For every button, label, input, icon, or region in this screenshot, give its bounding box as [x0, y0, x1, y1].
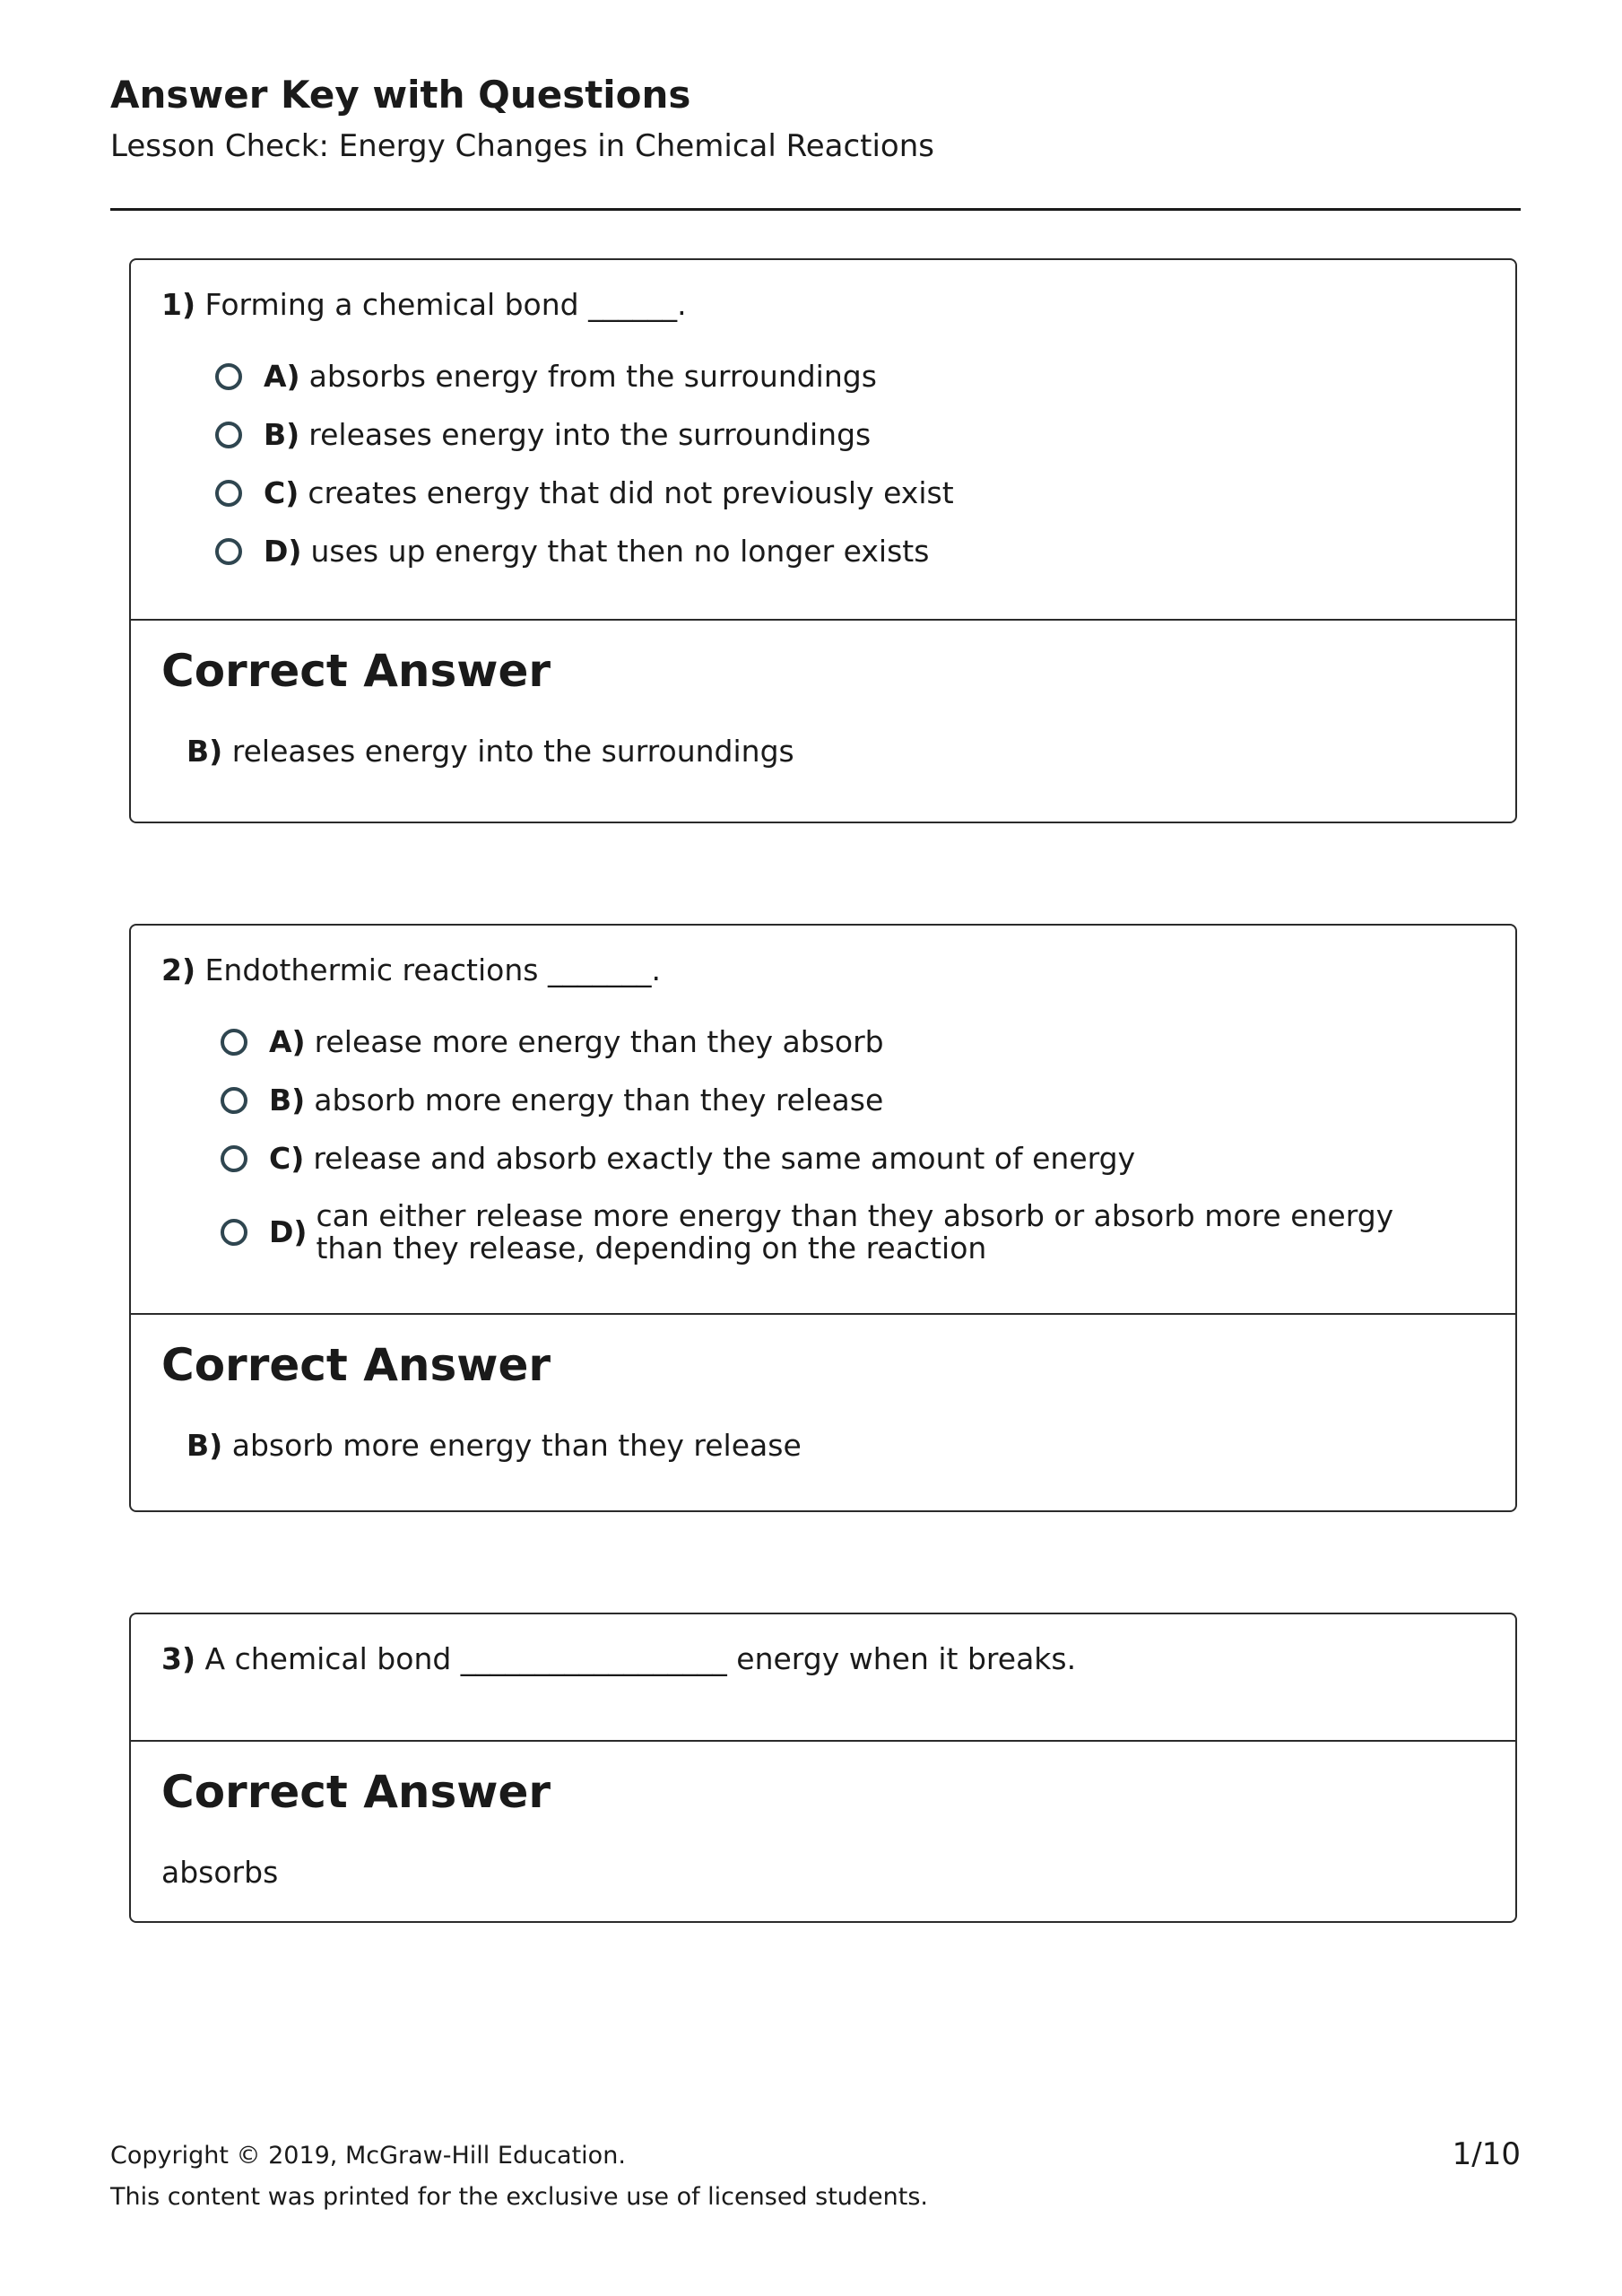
question-stem — [161, 1639, 1076, 1679]
question-text: A chemical bond __________________ energy when it breaks. — [204, 1641, 1077, 1676]
question-card-1 — [129, 258, 1517, 823]
question-stem — [161, 285, 687, 325]
option-d[interactable] — [221, 1200, 1436, 1265]
question-number: 1) — [161, 287, 196, 322]
answer-heading: Correct Answer — [161, 645, 551, 697]
option-b[interactable] — [215, 417, 871, 453]
answer-section — [131, 1313, 1515, 1512]
option-letter: A) — [264, 359, 300, 394]
question-number: 2) — [161, 952, 196, 987]
correct-answer: absorbs — [161, 1855, 279, 1890]
page-number: 1/10 — [1452, 2136, 1521, 2172]
answer-text: releases energy into the surroundings — [231, 734, 794, 769]
footer-license-note: This content was printed for the exclusive use of licensed students. — [110, 2183, 929, 2211]
option-letter: D) — [269, 1214, 308, 1249]
radio-circle-icon[interactable] — [221, 1219, 247, 1246]
option-text: can either release more energy than they absorb or absorb more energy than they release, depending on the reaction — [316, 1198, 1394, 1265]
radio-circle-icon[interactable] — [215, 363, 242, 390]
answer-text: absorb more energy than they release — [231, 1428, 802, 1463]
option-letter: D) — [264, 534, 302, 569]
answer-section — [131, 1740, 1515, 1923]
question-card-2 — [129, 924, 1517, 1512]
question-section — [131, 260, 1515, 619]
option-text: absorb more energy than they release — [314, 1083, 884, 1118]
correct-answer — [186, 1426, 802, 1465]
radio-circle-icon[interactable] — [221, 1087, 247, 1114]
radio-circle-icon[interactable] — [215, 480, 242, 507]
answer-heading: Correct Answer — [161, 1766, 551, 1818]
option-text: uses up energy that then no longer exists — [310, 534, 930, 569]
page-title: Answer Key with Questions — [110, 73, 691, 117]
correct-answer — [186, 732, 794, 771]
question-stem — [161, 951, 661, 990]
question-text: Endothermic reactions _______. — [204, 952, 661, 987]
answer-heading: Correct Answer — [161, 1339, 551, 1391]
header-divider — [110, 208, 1521, 211]
question-card-3 — [129, 1613, 1517, 1923]
radio-circle-icon[interactable] — [221, 1029, 247, 1056]
option-letter: B) — [269, 1083, 306, 1118]
answer-letter: B) — [186, 1428, 223, 1463]
question-text: Forming a chemical bond ______. — [204, 287, 687, 322]
option-letter: C) — [264, 475, 299, 510]
answer-letter: B) — [186, 734, 223, 769]
option-a[interactable] — [221, 1024, 884, 1060]
radio-circle-icon[interactable] — [215, 422, 242, 448]
option-text: creates energy that did not previously exist — [308, 475, 954, 510]
option-letter: B) — [264, 417, 300, 452]
question-section — [131, 926, 1515, 1313]
option-b[interactable] — [221, 1083, 883, 1118]
option-c[interactable] — [215, 475, 954, 511]
option-a[interactable] — [215, 359, 877, 395]
radio-circle-icon[interactable] — [221, 1145, 247, 1172]
option-letter: A) — [269, 1024, 306, 1059]
option-text: release and absorb exactly the same amount of energy — [313, 1141, 1136, 1176]
footer-copyright: Copyright © 2019, McGraw-Hill Education. — [110, 2142, 626, 2170]
option-c[interactable] — [221, 1141, 1135, 1177]
option-text: absorbs energy from the surroundings — [308, 359, 877, 394]
option-text: release more energy than they absorb — [314, 1024, 884, 1059]
page-subtitle: Lesson Check: Energy Changes in Chemical Reactions — [110, 128, 934, 164]
option-d[interactable] — [215, 534, 929, 570]
option-letter: C) — [269, 1141, 305, 1176]
answer-section — [131, 619, 1515, 823]
question-section — [131, 1614, 1515, 1740]
option-text: releases energy into the surroundings — [308, 417, 872, 452]
question-number: 3) — [161, 1641, 196, 1676]
radio-circle-icon[interactable] — [215, 538, 242, 565]
